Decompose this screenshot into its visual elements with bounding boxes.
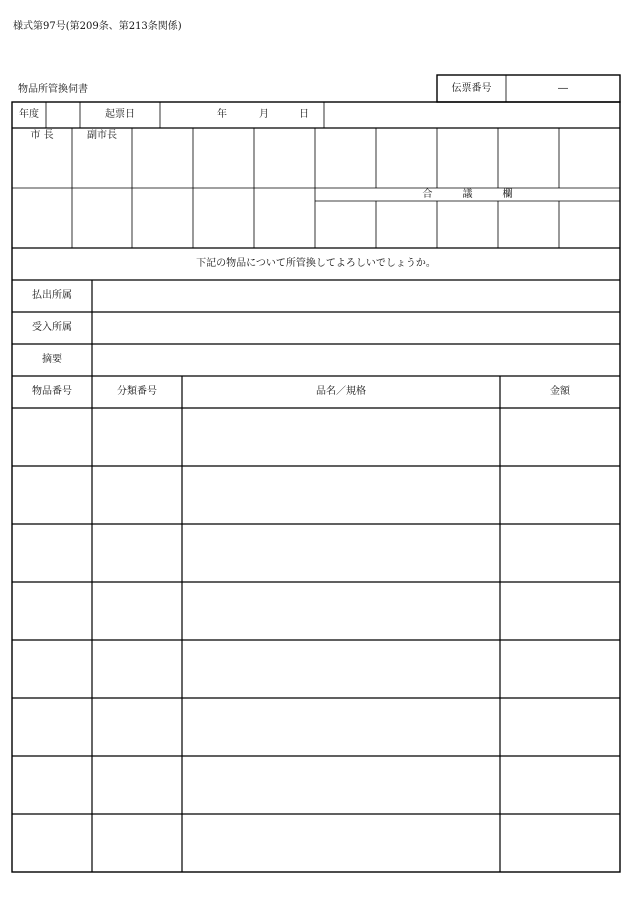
fiscal-year-label: 年度 [19, 109, 39, 120]
from-department-label: 払出所属 [32, 290, 72, 301]
council-column-label: 合 議 欄 [422, 189, 513, 200]
issue-date-label: 起票日 [105, 109, 135, 120]
mayor-label: 市 長 [30, 130, 54, 141]
month-label: 月 [259, 109, 269, 120]
to-department-label: 受入所属 [32, 322, 72, 333]
year-label: 年 [217, 109, 227, 120]
day-label: 日 [299, 109, 309, 120]
item-number-header: 物品番号 [32, 386, 72, 397]
slip-number-value: ― [558, 83, 568, 94]
vice-mayor-label: 副市長 [87, 130, 117, 141]
slip-number-label: 伝票番号 [451, 83, 492, 94]
summary-label: 摘要 [42, 354, 62, 365]
document-title: 物品所管換伺書 [18, 84, 88, 95]
name-spec-header: 品名／規格 [316, 386, 366, 397]
request-text: 下記の物品について所管換してよろしいでしょうか。 [196, 258, 436, 269]
amount-header: 金額 [550, 386, 570, 397]
class-number-header: 分類番号 [117, 386, 157, 397]
form-number: 様式第97号(第209条、第213条関係) [13, 21, 182, 32]
